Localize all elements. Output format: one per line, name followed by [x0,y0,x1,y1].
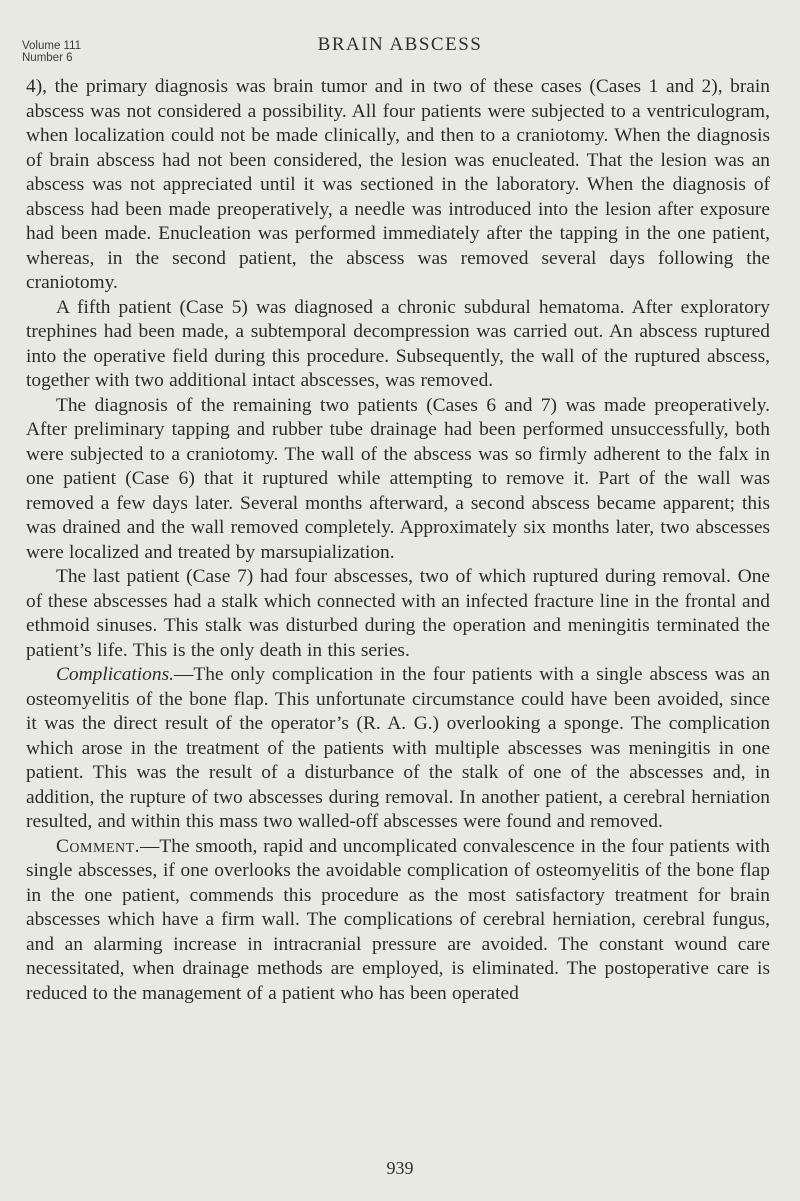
complications-heading: Complications. [56,664,174,685]
running-title: BRAIN ABSCESS [317,34,483,55]
page-number: 939 [386,1158,414,1178]
comment-text: —The smooth, rapid and uncomplicated convalescence in the four patients with single abscesses, if one overlooks the avoidable complication of osteomyelitis of the bone flap in the one patient, commends this procedure as the most satisfactory treatment for brain abscesses which have a firm wall. The complications of cerebral herniation, cerebral fungus, and an alarming increase in intracranial pressure are avoided. The constant wound care necessitated, when drainage methods are employed, is eliminated. The postoperative care is reduced to the management of a patient who has been operated [26,835,770,1004]
paragraph-3: The diagnosis of the remaining two patients (Cases 6 and 7) was made preoperatively. After preliminary tapping and rubber tube drainage had been performed unsuccessfully, both were subjected to a craniotomy. The wall of the abscess was so firmly adherent to the falx in one patient (Case 6) that it ruptured while attempting to remove it. Part of the wall was removed a few days later. Several months afterward, a second abscess became apparent; this was drained and the wall removed completely. Approximately six months later, two abscesses were localized and treated by marsupialization. [26,394,770,563]
comment-heading: Comment. [56,835,141,857]
comment-paragraph [26,835,770,1007]
paragraph-1: 4), the primary diagnosis was brain tumor and in two of these cases (Cases 1 and 2), brain abscess was not considered a possibility. All four patients were subjected to a ventriculogram, when localization could not be made clinically, and then to a craniotomy. When the diagnosis of brain abscess had not been considered, the lesion was enucleated. That the lesion was an abscess was not appreciated until it was sectioned in the laboratory. When the diagnosis of abscess had been made preoperatively, a needle was introduced into the lesion after exposure had been made. Enucleation was performed immediately after the tapping in the one patient, whereas, in the second patient, the abscess was removed several days following the craniotomy. [26,76,770,293]
paragraph-4: The last patient (Case 7) had four abscesses, two of which ruptured during removal. One of these abscesses had a stalk which connected with an infected fracture line in the frontal and ethmoid sinuses. This stalk was disturbed during the operation and meningitis terminated the patient’s life. This is the only death in this series. [26,566,770,661]
paragraph-2: A fifth patient (Case 5) was diagnosed a chronic subdural hematoma. After exploratory trephines had been made, a subtemporal decompression was carried out. An abscess ruptured into the operative field during this procedure. Subsequently, the wall of the ruptured abscess, together with two additional intact abscesses, was removed. [26,296,770,391]
volume-label: Volume 111 [22,40,82,52]
complications-paragraph [26,663,770,835]
issue-number-label: Number 6 [22,52,73,64]
article-body [26,75,770,1006]
complications-text: —The only complication in the four patients with a single abscess was an osteomyelitis of the bone flap. This unfortunate circumstance could have been avoided, since it was the direct result of the operator’s (R. A. G.) overlooking a sponge. The complication which arose in the treatment of the patients with multiple abscesses was meningitis in one patient. This was the result of a disturbance of the stalk of one of the abscesses and, in addition, the rupture of two abscesses during removal. In another patient, a cerebral herniation resulted, and within this mass two walled-off abscesses were found and removed. [26,664,770,832]
